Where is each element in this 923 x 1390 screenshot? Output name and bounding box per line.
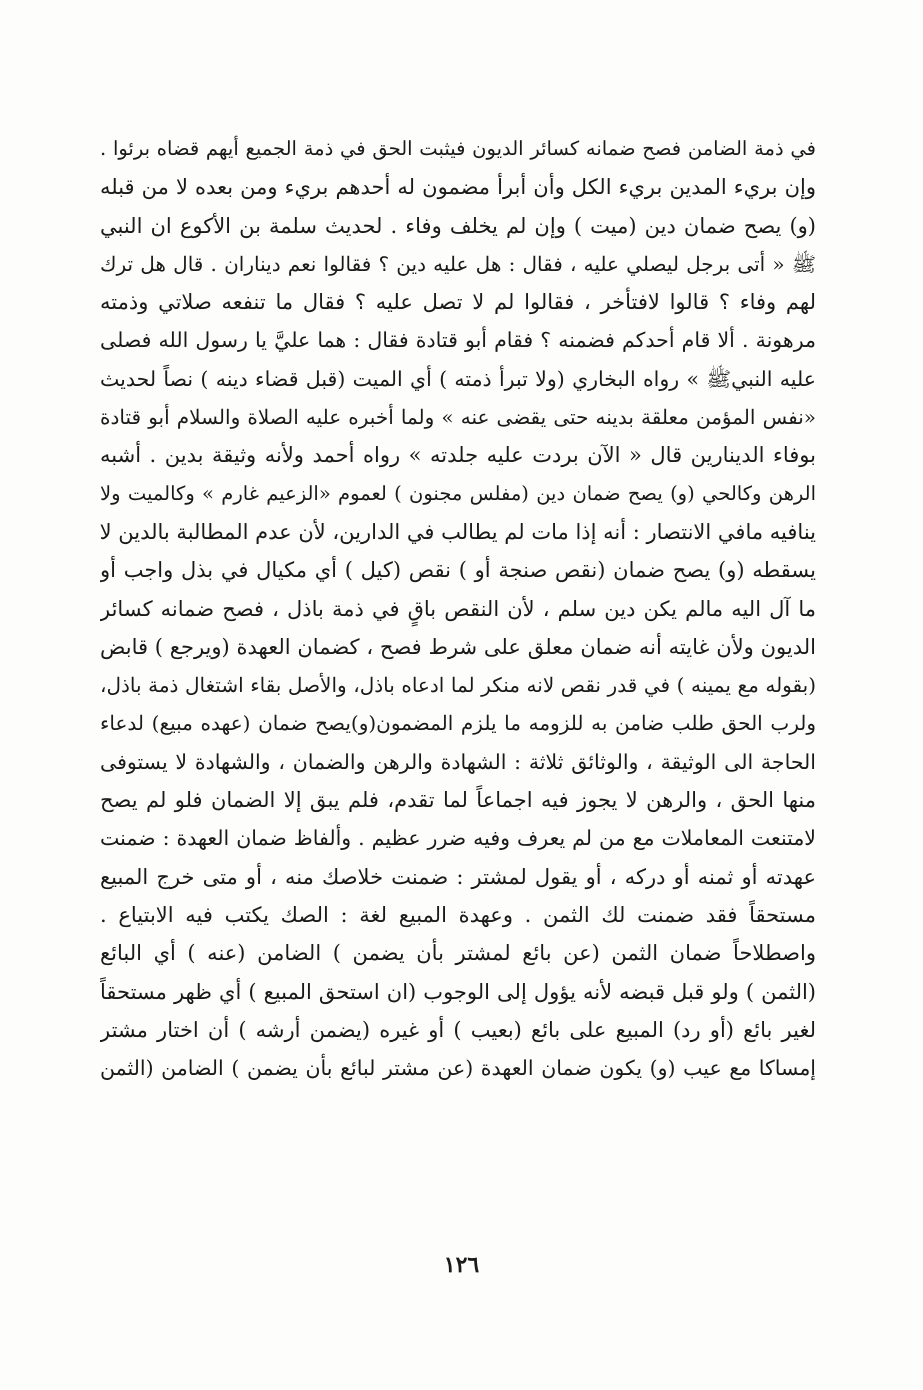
text-line: عهدته أو ثمنه أو دركه ، أو يقول لمشتر : ضمنت خلاصك منه ، أو متى خرج المبيع bbox=[100, 864, 816, 889]
text-line: عليه النبيﷺ » رواه البخاري (ولا تبرأ ذمته ) أي الميت (قبل قضاء دينه ) نصاً لحديث bbox=[100, 366, 816, 391]
text-line: (الثمن ) ولو قبل قبضه لأنه يؤول إلى الوجوب (ان استحق المبيع ) أي ظهر مستحقاً bbox=[100, 979, 816, 1004]
text-line: مستحقاً فقد ضمنت لك الثمن . وعهدة المبيع لغة : الصك يكتب فيه الابتياع . bbox=[100, 902, 816, 927]
text-line: «نفس المؤمن معلقة بدينه حتى يقضى عنه » ولما أخبره عليه الصلاة والسلام أبو قتادة bbox=[100, 405, 816, 430]
body-text bbox=[100, 130, 816, 1087]
text-line: إمساكا مع عيب (و) يكون ضمان العهدة (عن مشتر لبائع بأن يضمن ) الضامن (الثمن bbox=[100, 1056, 816, 1081]
text-line: (و) يصح ضمان دين (ميت ) وإن لم يخلف وفاء . لحديث سلمة بن الأكوع ان النبي bbox=[100, 213, 816, 238]
text-line: ما آل اليه مالم يكن دين سلم ، لأن النقص باقٍ في ذمة باذل ، فصح ضمانه كسائر bbox=[100, 596, 816, 621]
text-line: (بقوله مع يمينه ) في قدر نقص لانه منكر لما ادعاه باذل، والأصل بقاء اشتغال ذمة باذل، bbox=[100, 673, 816, 698]
text-line: ينافيه مافي الانتصار : أنه إذا مات لم يطالب في الدارين، لأن عدم المطالبة بالدين لا bbox=[100, 519, 816, 544]
text-line: واصطلاحاً ضمان الثمن (عن بائع لمشتر بأن يضمن ) الضامن (عنه ) أي البائع bbox=[100, 941, 816, 966]
text-line: لهم وفاء ؟ قالوا لافتأخر ، فقالوا لم لا تصل عليه ؟ فقال ما تنفعه صلاتي وذمته bbox=[100, 290, 816, 315]
text-line: الرهن وكالحي (و) يصح ضمان دين (مفلس مجنون ) لعموم «الزعيم غارم » وكالميت ولا bbox=[100, 481, 816, 505]
text-line: مرهونة . ألا قام أحدكم فضمنه ؟ فقام أبو قتادة فقال : هما عليَّ يا رسول الله فصلى bbox=[100, 328, 816, 353]
text-line: يسقطه (و) يصح ضمان (نقص صنجة أو ) نقص (كيل ) أي مكيال في بذل واجب أو bbox=[100, 558, 816, 583]
text-line: لغير بائع (أو رد) المبيع على بائع (بعيب ) أو غيره (يضمن أرشه ) أن اختار مشتر bbox=[100, 1017, 816, 1042]
text-line: وإن بريء المدين بريء الكل وأن أبرأ مضمون له أحدهم بريء ومن بعده لا من قبله bbox=[100, 175, 816, 200]
text-line: الحاجة الى الوثيقة ، والوثائق ثلاثة : الشهادة والرهن والضمان ، والشهادة لا يستوفى bbox=[100, 749, 816, 774]
text-line: في ذمة الضامن فصح ضمانه كسائر الديون فيثبت الحق في ذمة الجميع أيهم قضاه برئوا . bbox=[100, 137, 816, 160]
text-line: الديون ولأن غايته أنه ضمان معلق على شرط فصح ، كضمان العهدة (ويرجع ) قابض bbox=[100, 634, 816, 659]
page-number: ١٢٦ bbox=[443, 1252, 480, 1278]
text-line: منها الحق ، والرهن لا يجوز فيه اجماعاً لما تقدم، فلم يبق إلا الضمان فلو لم يصح bbox=[100, 788, 816, 813]
text-line: لامتنعت المعاملات مع من لم يعرف وفيه ضرر عظيم . وألفاظ ضمان العهدة : ضمنت bbox=[100, 826, 816, 851]
text-line: ﷺ « أتى برجل ليصلي عليه ، فقال : هل عليه دين ؟ فقالوا نعم ديناران . قال هل ترك bbox=[100, 251, 816, 276]
text-line: بوفاء الدينارين قال « الآن بردت عليه جلدته » رواه أحمد ولأنه وثيقة بدين . أشبه bbox=[100, 443, 816, 468]
text-line: ولرب الحق طلب ضامن به للزومه ما يلزم المضمون(و)يصح ضمان (عهده مبيع) لدعاء bbox=[100, 711, 816, 736]
